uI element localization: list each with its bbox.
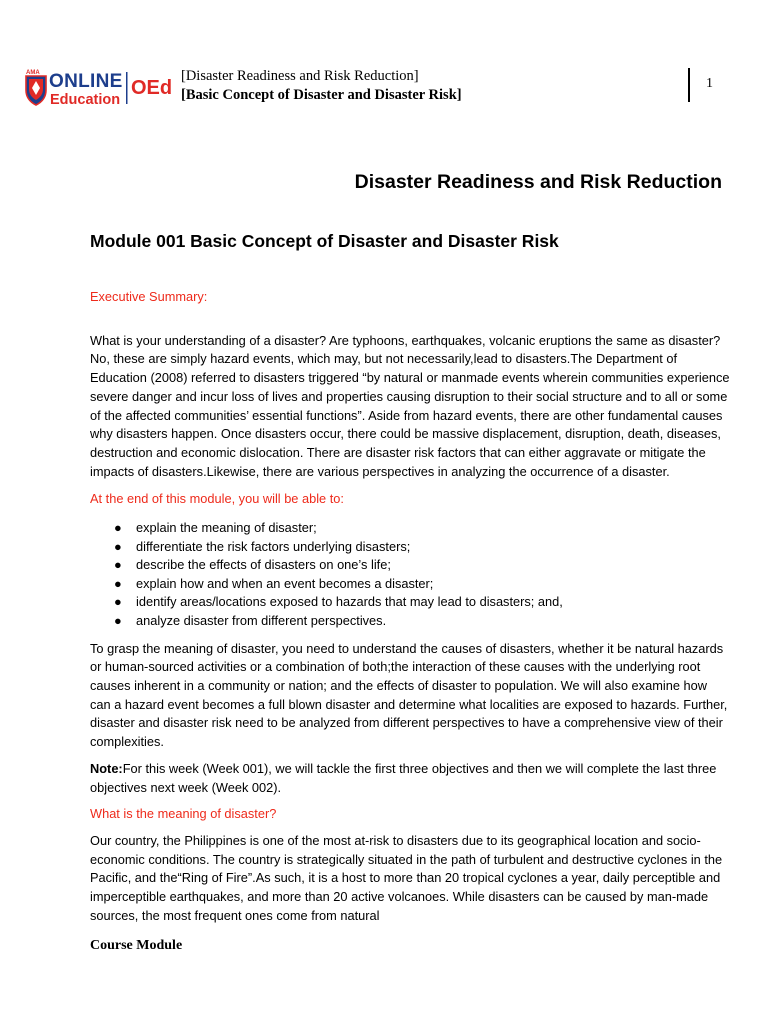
page-number: 1 xyxy=(706,76,713,91)
module-title: Module 001 Basic Concept of Disaster and Disaster Risk xyxy=(90,231,559,251)
list-item: ● differentiate the risk factors underlying disasters; xyxy=(90,538,730,557)
online-education-logo xyxy=(24,68,179,108)
objectives-list xyxy=(90,519,730,631)
bullet-icon: ● xyxy=(114,538,122,554)
list-item: ● explain the meaning of disaster; xyxy=(90,519,730,538)
logo-brand-bottom: Education xyxy=(50,92,121,108)
bullet-icon: ● xyxy=(114,520,122,536)
note-paragraph xyxy=(90,760,730,797)
note-label: Note: xyxy=(90,760,123,776)
list-item: ● identify areas/locations exposed to hazards that may lead to disasters; and, xyxy=(90,593,730,612)
logo-brand-top: ONLINE xyxy=(49,71,123,92)
meaning-heading: What is the meaning of disaster? xyxy=(90,806,277,822)
bullet-icon: ● xyxy=(114,594,122,610)
header-titles xyxy=(181,67,462,105)
note-text: For this week (Week 001), we will tackle the first three objectives and then we will complete the last three objectives next week (Week 002). xyxy=(90,760,717,795)
scope-paragraph: To grasp the meaning of disaster, you need to understand the causes of disasters, whether it be natural hazards or human-sourced activities or a combination of both;the interaction of these causes with the underlying root causes inherent in a community or nation; and the effects of disaster to population. We will also examine how can a hazard event becomes a full blown disaster and determine what localities are exposed to hazards. Further, disaster and disaster risk need to be analyzed from different perspectives to have a comprehensive view of their complexities. xyxy=(90,640,728,750)
bullet-icon: ● xyxy=(114,613,122,628)
intro-paragraph: What is your understanding of a disaster? Are typhoons, earthquakes, volcanic eruptions the same as disaster? No, these are simply hazard events, which may, but not necessarily,lead to disasters.The Department of Education (2008) referred to disasters triggered “by natural or manmade events wherein communities experience severe danger and incur loss of lives and properties causing disruption to their social structure and to all or some of the affected communities’ essential functions”. Aside from hazard events, there are other fundamental causes why disasters happen. Once disasters occur, there could be massive displacement, disruption, death, diseases, destruction and economic dislocation. There are disaster risk factors that can either aggravate or mitigate the impacts of disasters.Likewise, there are various perspectives in analyzing the occurrence of a disaster. xyxy=(90,332,730,479)
bullet-icon: ● xyxy=(114,557,122,573)
document-title: Disaster Readiness and Risk Reduction xyxy=(354,171,722,193)
logo-brand-short: OEd xyxy=(131,77,173,99)
shield-icon xyxy=(26,76,46,105)
objectives-heading: At the end of this module, you will be able to: xyxy=(90,491,344,507)
executive-summary-heading: Executive Summary: xyxy=(90,289,208,304)
list-item: ● describe the effects of disasters on one’s life; xyxy=(90,556,730,575)
footer-course-module: Course Module xyxy=(90,938,183,954)
document-body xyxy=(90,288,730,956)
bullet-icon: ● xyxy=(114,575,122,591)
philippines-paragraph: Our country, the Philippines is one of the most at-risk to disasters due to its geographical location and socio-economic conditions. The country is strategically situated in the path of turbulent and destructive cyclones in the Pacific, and the“Ring of Fire”.As such, it is a host to more than 20 tropical cyclones a year, daily perceptible and imperceptible earthquakes, and more than 20 active volcanoes. While disasters can be caused by man-made sources, the most frequent ones come from natural xyxy=(90,832,723,923)
list-item: ● explain how and when an event becomes a disaster; xyxy=(90,575,730,594)
header-divider xyxy=(688,68,690,102)
logo-seal-text: AMA xyxy=(26,70,40,76)
header-module-title: [Basic Concept of Disaster and Disaster Risk] xyxy=(181,87,462,103)
header-course-title: [Disaster Readiness and Risk Reduction] xyxy=(181,68,419,84)
list-item: ● analyze disaster from different perspectives. xyxy=(90,612,730,631)
